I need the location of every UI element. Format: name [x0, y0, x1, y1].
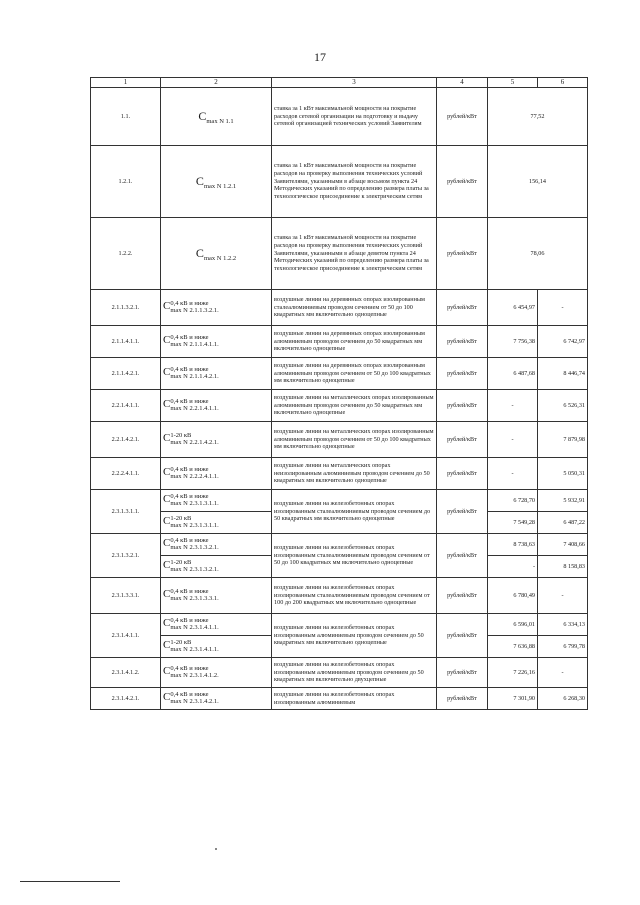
rate-index — [170, 399, 218, 413]
rate-code-cell — [161, 490, 272, 512]
table-row — [91, 290, 588, 326]
page-number: 17 — [314, 50, 326, 64]
row-description: ставка за 1 кВт максимальной мощности на покрытие расходов на проверку выполнения технических условий Заявителями, указанными в абзаце девятом пункта 24 Методических указаний по определению размера платы за технологическое присоединение к электрическим сетям — [272, 218, 437, 290]
table-row — [91, 490, 588, 512]
rate-index — [170, 433, 218, 447]
rate-symbol: C — [163, 588, 171, 601]
row-number: 2.3.1.4.2.1. — [91, 688, 161, 710]
value-col6: 6 799,78 — [538, 636, 588, 658]
row-description: воздушные линии на железобетонных опорах изолированным алюминиевым — [272, 688, 437, 710]
rate-subscript: max N 2.2.1.4.1.1. — [170, 404, 219, 412]
rate-subscript: max N 2.3.1.4.1.1. — [170, 645, 219, 653]
rate-code-cell — [161, 290, 272, 326]
table-row — [91, 578, 588, 614]
value-col5: - — [488, 390, 538, 422]
value-col5: - — [488, 556, 538, 578]
value-col6: 5 932,91 — [538, 490, 588, 512]
value-col5: 8 738,63 — [488, 534, 538, 556]
rate-symbol: C — [163, 334, 171, 347]
rate-symbol: C — [163, 432, 171, 445]
rate-code-cell — [161, 534, 272, 556]
value-col6: - — [538, 290, 588, 326]
row-unit: рублей/кВт — [437, 218, 488, 290]
table-row — [91, 326, 588, 358]
rate-code-cell — [161, 422, 272, 458]
row-number: 2.3.1.3.2.1. — [91, 534, 161, 578]
rate-code-cell — [161, 88, 272, 146]
rate-index — [170, 367, 218, 381]
row-unit: рублей/кВт — [437, 290, 488, 326]
rate-symbol: C — [163, 559, 171, 572]
row-unit: рублей/кВт — [437, 146, 488, 218]
rate-code-cell — [161, 390, 272, 422]
row-description: воздушные линии на металлических опорах изолированным алюминиевым проводом сечением до 50 квадратных мм включительно одноцепные — [272, 390, 437, 422]
rate-index — [170, 335, 218, 349]
value-merged: 156,14 — [488, 146, 588, 218]
rate-symbol: C — [163, 366, 171, 379]
row-number: 2.3.1.4.1.1. — [91, 614, 161, 658]
rate-symbol: C — [163, 537, 171, 550]
rate-subscript: max N 1.1 — [206, 118, 234, 125]
rate-symbol: C — [163, 398, 171, 411]
row-number: 1.2.1. — [91, 146, 161, 218]
rate-index — [170, 560, 218, 574]
row-unit: рублей/кВт — [437, 358, 488, 390]
table-row — [91, 146, 588, 218]
row-number: 2.2.1.4.1.1. — [91, 390, 161, 422]
table-row — [91, 614, 588, 636]
rate-index — [170, 494, 218, 508]
row-number: 2.3.1.3.3.1. — [91, 578, 161, 614]
row-unit: рублей/кВт — [437, 688, 488, 710]
rate-subscript: max N 2.1.1.4.2.1. — [170, 372, 219, 380]
header-row — [91, 78, 588, 88]
value-col5: 7 549,28 — [488, 512, 538, 534]
rate-subscript: max N 2.3.1.3.1.1. — [170, 499, 219, 507]
value-col5: 7 636,88 — [488, 636, 538, 658]
rate-voltage: 1-20 кВ — [170, 515, 192, 523]
rate-voltage: 0,4 кВ и ниже — [170, 493, 209, 501]
value-col6: 6 742,97 — [538, 326, 588, 358]
row-number: 2.3.1.4.1.2. — [91, 658, 161, 688]
row-number: 2.1.1.4.2.1. — [91, 358, 161, 390]
value-col5: 6 596,01 — [488, 614, 538, 636]
rate-symbol: C — [163, 515, 171, 528]
rate-subscript: max N 2.1.1.3.2.1. — [170, 306, 219, 314]
rate-symbol: C — [195, 246, 204, 260]
header-cell: 2 — [161, 78, 272, 88]
rate-voltage: 1-20 кВ — [170, 432, 192, 440]
row-number: 2.2.2.4.1.1. — [91, 458, 161, 490]
rate-index — [170, 666, 218, 680]
rate-symbol: C — [163, 691, 171, 704]
rate-code-cell — [161, 512, 272, 534]
rate-symbol: C — [195, 174, 204, 188]
rate-code-cell — [161, 614, 272, 636]
tariff-table — [90, 77, 588, 710]
row-description: воздушные линии на деревянных опорах изолированным сталеалюминиевым проводом сечением от 50 до 100 квадратных мм включительно одноцепные — [272, 290, 437, 326]
table-row — [91, 390, 588, 422]
row-description: воздушные линии на металлических опорах неизолированным алюминиевым проводом сечением до 50 квадратных мм включительно одноцепные — [272, 458, 437, 490]
row-description: ставка за 1 кВт максимальной мощности на покрытие расходов на проверку выполнения технических условий Заявителями, указанными в абзаце восьмом пункта 24 Методических указаний по определению размера платы за технологическое присоединение к электрическим сетям — [272, 146, 437, 218]
table-row — [91, 358, 588, 390]
value-col5: 6 454,97 — [488, 290, 538, 326]
row-description: воздушные линии на железобетонных опорах изолированным сталеалюминиевым проводом сечением до 50 квадратных мм включительно одноцепные — [272, 490, 437, 534]
value-col6: - — [538, 658, 588, 688]
row-description: воздушные линии на железобетонных опорах изолированным алюминиевым проводом сечением до 50 квадратных мм включительно одноцепные — [272, 614, 437, 658]
rate-voltage: 0,4 кВ и ниже — [170, 300, 209, 308]
rate-voltage: 0,4 кВ и ниже — [170, 398, 209, 406]
rate-code-cell — [161, 218, 272, 290]
rate-subscript: max N 2.3.1.3.2.1. — [170, 565, 219, 573]
rate-index — [170, 467, 218, 481]
rate-subscript: max N 1.2.1 — [203, 183, 237, 190]
row-description: воздушные линии на железобетонных опорах изолированным сталеалюминиевым проводом сечением от 50 до 100 квадратных мм включительно одноцепные — [272, 534, 437, 578]
rate-voltage: 0,4 кВ и ниже — [170, 665, 209, 673]
rate-voltage: 0,4 кВ и ниже — [170, 537, 209, 545]
row-description: воздушные линии на железобетонных опорах изолированным сталеалюминиевым проводом сечением от 100 до 200 квадратных мм включительно одноцепные — [272, 578, 437, 614]
table-row — [91, 422, 588, 458]
rate-code-cell — [161, 636, 272, 658]
rate-voltage: 0,4 кВ и ниже — [170, 334, 209, 342]
footnote-separator — [20, 881, 120, 882]
rate-code-cell — [161, 358, 272, 390]
header-cell: 6 — [538, 78, 588, 88]
row-number: 2.1.1.4.1.1. — [91, 326, 161, 358]
rate-index — [170, 640, 218, 654]
value-col6: 6 268,30 — [538, 688, 588, 710]
rate-index — [170, 516, 218, 530]
rate-voltage: 0,4 кВ и ниже — [170, 691, 209, 699]
row-unit: рублей/кВт — [437, 88, 488, 146]
rate-code-cell — [161, 688, 272, 710]
rate-subscript: max N 2.3.1.3.2.1. — [170, 543, 219, 551]
scan-mark — [215, 848, 217, 850]
row-number: 1.1. — [91, 88, 161, 146]
rate-subscript: max N 2.2.1.4.2.1. — [170, 438, 219, 446]
value-merged: 77,52 — [488, 88, 588, 146]
row-unit: рублей/кВт — [437, 578, 488, 614]
row-description: воздушные линии на деревянных опорах изолированным алюминиевым проводом сечением от 50 до 100 квадратных мм включительно одноцепные — [272, 358, 437, 390]
table-row — [91, 688, 588, 710]
value-col6: 6 487,22 — [538, 512, 588, 534]
value-col5: - — [488, 422, 538, 458]
row-unit: рублей/кВт — [437, 490, 488, 534]
row-unit: рублей/кВт — [437, 534, 488, 578]
header-cell: 3 — [272, 78, 437, 88]
value-col5: 6 487,68 — [488, 358, 538, 390]
table-row — [91, 88, 588, 146]
value-merged: 78,06 — [488, 218, 588, 290]
value-col6: 8 446,74 — [538, 358, 588, 390]
row-unit: рублей/кВт — [437, 422, 488, 458]
rate-voltage: 0,4 кВ и ниже — [170, 617, 209, 625]
value-col5: 7 226,16 — [488, 658, 538, 688]
rate-subscript: max N 2.3.1.4.1.1. — [170, 623, 219, 631]
rate-index — [170, 301, 218, 315]
row-number: 1.2.2. — [91, 218, 161, 290]
value-col6: - — [538, 578, 588, 614]
rate-code-cell — [161, 556, 272, 578]
rate-subscript: max N 2.2.2.4.1.1. — [170, 472, 219, 480]
row-unit: рублей/кВт — [437, 390, 488, 422]
rate-index — [170, 618, 218, 632]
value-col5: 6 728,70 — [488, 490, 538, 512]
rate-symbol: C — [163, 617, 171, 630]
header-cell: 5 — [488, 78, 538, 88]
rate-index — [170, 692, 218, 706]
row-description: воздушные линии на деревянных опорах изолированным алюминиевым проводом сечением до 50 квадратных мм включительно одноцепные — [272, 326, 437, 358]
rate-symbol: C — [163, 300, 171, 313]
rate-subscript: max N 2.3.1.3.1.1. — [170, 521, 219, 529]
value-col6: 8 158,83 — [538, 556, 588, 578]
value-col5: - — [488, 458, 538, 490]
rate-code-cell — [161, 326, 272, 358]
rate-symbol: C — [163, 639, 171, 652]
rate-subscript: max N 2.1.1.4.1.1. — [170, 340, 219, 348]
value-col5: 6 780,49 — [488, 578, 538, 614]
rate-code-cell — [161, 458, 272, 490]
row-description: воздушные линии на металлических опорах изолированным алюминиевым проводом сечением от 50 до 100 квадратных мм включительно одноцепные — [272, 422, 437, 458]
value-col6: 7 879,98 — [538, 422, 588, 458]
header-cell: 4 — [437, 78, 488, 88]
value-col6: 7 408,66 — [538, 534, 588, 556]
table-row — [91, 658, 588, 688]
row-description: воздушные линии на железобетонных опорах изолированным алюминиевым проводом сечением до 50 квадратных мм включительно двухцепные — [272, 658, 437, 688]
rate-symbol: C — [198, 109, 207, 123]
rate-index — [170, 589, 218, 603]
row-number: 2.1.1.3.2.1. — [91, 290, 161, 326]
rate-subscript: max N 1.2.2 — [203, 255, 237, 262]
row-number: 2.2.1.4.2.1. — [91, 422, 161, 458]
rate-symbol: C — [163, 665, 171, 678]
table-row — [91, 534, 588, 556]
row-unit: рублей/кВт — [437, 326, 488, 358]
rate-voltage: 0,4 кВ и ниже — [170, 588, 209, 596]
header-cell: 1 — [91, 78, 161, 88]
rate-code-cell — [161, 578, 272, 614]
table-row — [91, 458, 588, 490]
row-unit: рублей/кВт — [437, 658, 488, 688]
rate-voltage: 0,4 кВ и ниже — [170, 366, 209, 374]
rate-subscript: max N 2.3.1.4.2.1. — [170, 697, 219, 705]
rate-index — [170, 538, 218, 552]
rate-code-cell — [161, 146, 272, 218]
row-number: 2.3.1.3.1.1. — [91, 490, 161, 534]
value-col6: 6 526,31 — [538, 390, 588, 422]
row-unit: рублей/кВт — [437, 614, 488, 658]
table-row — [91, 218, 588, 290]
row-description: ставка за 1 кВт максимальной мощности на покрытие расходов сетевой организации на подготовку и выдачу сетевой организацией технических условий Заявителям — [272, 88, 437, 146]
rate-symbol: C — [163, 493, 171, 506]
rate-voltage: 1-20 кВ — [170, 559, 192, 567]
value-col5: 7 756,38 — [488, 326, 538, 358]
row-unit: рублей/кВт — [437, 458, 488, 490]
value-col5: 7 301,90 — [488, 688, 538, 710]
rate-voltage: 1-20 кВ — [170, 639, 192, 647]
rate-code-cell — [161, 658, 272, 688]
value-col6: 6 334,13 — [538, 614, 588, 636]
value-col6: 5 050,31 — [538, 458, 588, 490]
rate-subscript: max N 2.3.1.3.3.1. — [170, 594, 219, 602]
rate-voltage: 0,4 кВ и ниже — [170, 466, 209, 474]
tariff-table-body — [91, 78, 588, 710]
rate-subscript: max N 2.3.1.4.1.2. — [170, 671, 219, 679]
rate-symbol: C — [163, 466, 171, 479]
